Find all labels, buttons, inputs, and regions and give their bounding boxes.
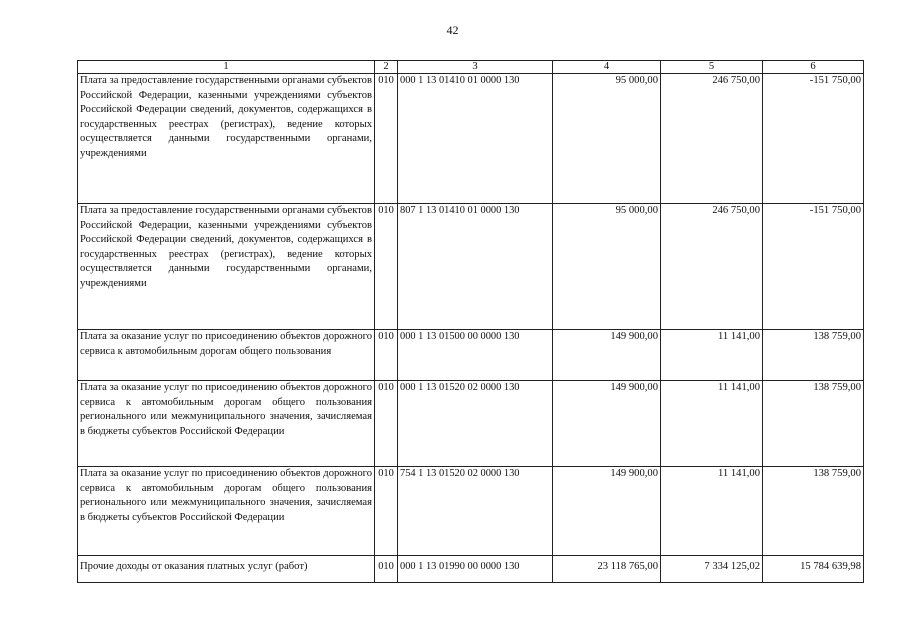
row-col6-value: 138 759,00: [763, 330, 864, 381]
table-row: [78, 467, 864, 556]
row-col4-value: 149 900,00: [553, 467, 661, 556]
row-budget-code: 807 1 13 01410 01 0000 130: [398, 204, 553, 330]
row-line-code: 010: [375, 204, 398, 330]
row-col5-value: 7 334 125,02: [661, 556, 763, 583]
table-row: [78, 381, 864, 467]
row-budget-code: 000 1 13 01990 00 0000 130: [398, 556, 553, 583]
row-col4-value: 95 000,00: [553, 74, 661, 204]
row-col5-value: 246 750,00: [661, 204, 763, 330]
row-line-code: 010: [375, 74, 398, 204]
row-name: Плата за предоставление государственными органами субъектов Российской Федерации, казенными учреждениями субъектов Российской Федерации сведений, документов, содержащихся в государственных реестрах (регистрах), ведение которых осуществляется данными государственными органами, учреждениями: [78, 74, 375, 204]
page-number: 42: [446, 23, 459, 37]
table-row: [78, 204, 864, 330]
row-col6-value: 138 759,00: [763, 467, 864, 556]
row-budget-code: 000 1 13 01520 02 0000 130: [398, 381, 553, 467]
row-name: Прочие доходы от оказания платных услуг (работ): [78, 556, 375, 583]
column-header-5: 5: [661, 61, 763, 74]
table-row: [78, 330, 864, 381]
row-col4-value: 149 900,00: [553, 330, 661, 381]
row-line-code: 010: [375, 467, 398, 556]
row-col4-value: 95 000,00: [553, 204, 661, 330]
row-line-code: 010: [375, 556, 398, 583]
column-header-2: 2: [375, 61, 398, 74]
row-name: Плата за оказание услуг по присоединению объектов дорожного сервиса к автомобильным дорогам общего пользования регионального или межмуниципального значения, зачисляемая в бюджеты субъектов Российской Федерации: [78, 381, 375, 467]
table-row: [78, 74, 864, 204]
row-col6-value: -151 750,00: [763, 204, 864, 330]
row-line-code: 010: [375, 330, 398, 381]
table-row: [78, 556, 864, 583]
row-name: Плата за оказание услуг по присоединению объектов дорожного сервиса к автомобильным дорогам общего пользования регионального или межмуниципального значения, зачисляемая в бюджеты субъектов Российской Федерации: [78, 467, 375, 556]
column-header-3: 3: [398, 61, 553, 74]
row-budget-code: 754 1 13 01520 02 0000 130: [398, 467, 553, 556]
column-header-1: 1: [78, 61, 375, 74]
row-col6-value: -151 750,00: [763, 74, 864, 204]
row-col5-value: 246 750,00: [661, 74, 763, 204]
row-col6-value: 15 784 639,98: [763, 556, 864, 583]
column-header-4: 4: [553, 61, 661, 74]
row-col5-value: 11 141,00: [661, 330, 763, 381]
header-row: [78, 61, 864, 74]
column-header-6: 6: [763, 61, 864, 74]
row-name: Плата за оказание услуг по присоединению объектов дорожного сервиса к автомобильным дорогам общего пользования: [78, 330, 375, 381]
row-col5-value: 11 141,00: [661, 381, 763, 467]
row-name: Плата за предоставление государственными органами субъектов Российской Федерации, казенными учреждениями субъектов Российской Федерации сведений, документов, содержащихся в государственных реестрах (регистрах), ведение которых осуществляется данными государственными органами, учреждениями: [78, 204, 375, 330]
row-budget-code: 000 1 13 01410 01 0000 130: [398, 74, 553, 204]
row-col4-value: 23 118 765,00: [553, 556, 661, 583]
row-col4-value: 149 900,00: [553, 381, 661, 467]
row-line-code: 010: [375, 381, 398, 467]
row-col6-value: 138 759,00: [763, 381, 864, 467]
row-budget-code: 000 1 13 01500 00 0000 130: [398, 330, 553, 381]
revenue-table: [77, 60, 864, 583]
row-col5-value: 11 141,00: [661, 467, 763, 556]
